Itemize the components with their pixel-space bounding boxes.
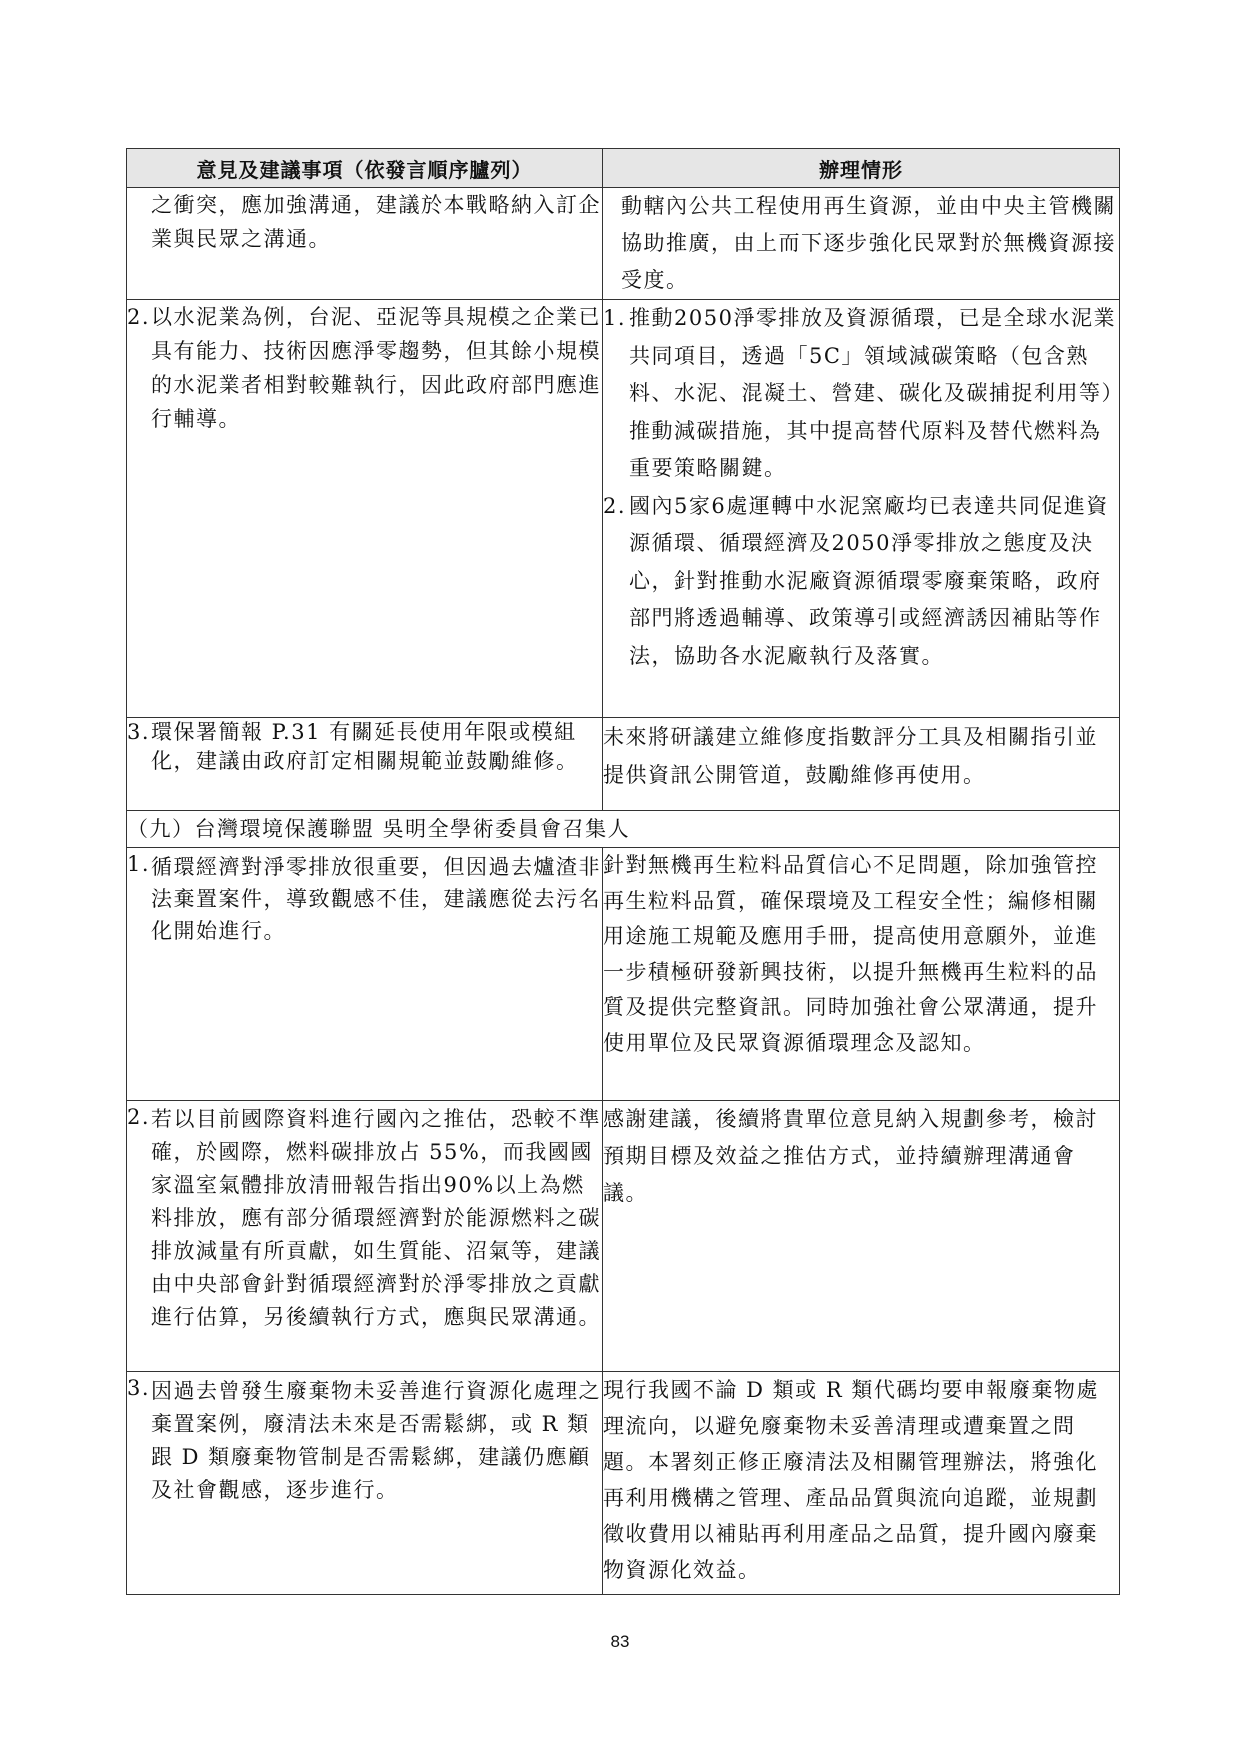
response-text: 推動2050淨零排放及資源循環，已是全球水泥業共同項目，透過「5C」領域減碳策略（包含熟料、水泥、混凝土、營建、碳化及碳捕捉利用等）推動減碳措施，其中提高替代原料及替代燃料為重要策略關鍵。 xyxy=(629,306,1116,480)
opinion-text: 循環經濟對淨零排放很重要，但因過去爐渣非法棄置案件，導致觀感不佳，建議應從去污名化開始進行。 xyxy=(151,855,601,943)
opinion-item xyxy=(127,300,602,436)
response-text: 未來將研議建立維修度指數評分工具及相關指引並提供資訊公開管道，鼓勵維修再使用。 xyxy=(603,725,1098,787)
response-cell xyxy=(603,1101,1120,1372)
response-cell xyxy=(603,718,1120,811)
response-cell xyxy=(603,188,1120,300)
item-number: 2. xyxy=(127,305,151,329)
opinion-text: 以水泥業為例，台泥、亞泥等具規模之企業已具有能力、技術因應淨零趨勢，但其餘小規模的水泥業者相對較難執行，因此政府部門應進行輔導。 xyxy=(151,305,601,431)
response-item xyxy=(603,488,1119,676)
opinion-item xyxy=(127,718,602,776)
header-opinions: 意見及建議事項（依發言順序臚列） xyxy=(127,149,603,188)
response-text: 動轄內公共工程使用再生資源，並由中央主管機關協助推廣，由上而下逐步強化民眾對於無機資源接受度。 xyxy=(621,194,1116,292)
item-number: 2. xyxy=(603,493,627,518)
table-row xyxy=(127,1372,1120,1595)
opinion-cell xyxy=(127,848,603,1101)
opinion-text: 之衝突，應加強溝通，建議於本戰略納入訂企業與民眾之溝通。 xyxy=(151,193,601,251)
response-text: 感謝建議，後續將貴單位意見納入規劃參考，檢討預期目標及效益之推估方式，並持續辦理溝通會議。 xyxy=(603,1107,1098,1205)
table-header-row xyxy=(127,149,1120,188)
response-text: 針對無機再生粒料品質信心不足問題，除加強管控再生粒料品質，確保環境及工程安全性；編修相關用途施工規範及應用手冊，提高使用意願外，並進一步積極研發新興技術，以提升無機再生粒料的品質及提供完整資訊。同時加強社會公眾溝通，提升使用單位及民眾資源循環理念及認知。 xyxy=(603,853,1098,1055)
section-heading-row xyxy=(127,811,1120,848)
item-number: 3. xyxy=(127,1376,151,1400)
item-number: 1. xyxy=(127,852,151,876)
opinion-text: 因過去曾發生廢棄物未妥善進行資源化處理之棄置案例，廢清法未來是否需鬆綁，或 R 類跟 D 類廢棄物管制是否需鬆綁，建議仍應顧及社會觀感，逐步進行。 xyxy=(151,1379,601,1502)
opinion-text: 若以目前國際資料進行國內之推估，恐較不準確，於國際，燃料碳排放占 55%，而我國國家溫室氣體排放清冊報告指出90%以上為燃料排放，應有部分循環經濟對於能源燃料之碳排放減量有所貢獻，如生質能、沼氣等，建議由中央部會針對循環經濟對於淨零排放之貢獻進行估算，另後續執行方式，應與民眾溝通。 xyxy=(151,1107,601,1329)
response-cell xyxy=(603,848,1120,1101)
opinion-item xyxy=(127,1372,602,1507)
opinion-item xyxy=(127,1101,602,1334)
response-text: 國內5家6處運轉中水泥窯廠均已表達共同促進資源循環、循環經濟及2050淨零排放之態度及決心，針對推動水泥廠資源循環零廢棄策略，政府部門將透過輔導、政策導引或經濟誘因補貼等作法，協助各水泥廠執行及落實。 xyxy=(629,493,1109,668)
header-handling-status: 辦理情形 xyxy=(603,149,1120,188)
response-text: 現行我國不論 D 類或 R 類代碼均要申報廢棄物處理流向，以避免廢棄物未妥善清理或遭棄置之問題。本署刻正修正廢清法及相關管理辦法，將強化再利用機構之管理、產品品質與流向追蹤，並規劃徵收費用以補貼再利用產品之品質，提升國內廢棄物資源化效益。 xyxy=(603,1378,1099,1582)
opinion-response-table xyxy=(126,148,1120,1595)
table-row xyxy=(127,1101,1120,1372)
opinion-cell xyxy=(127,188,603,300)
opinion-item xyxy=(127,848,602,947)
table-row xyxy=(127,848,1120,1101)
opinion-cell xyxy=(127,718,603,811)
response-cell xyxy=(603,300,1120,718)
section-heading: （九）台灣環境保護聯盟 吳明全學術委員會召集人 xyxy=(127,811,1120,848)
opinion-cell xyxy=(127,1101,603,1372)
table-row xyxy=(127,300,1120,718)
page-number: 83 xyxy=(610,1632,630,1651)
item-number: 1. xyxy=(603,306,627,330)
opinion-cell xyxy=(127,1372,603,1595)
opinion-text: 環保署簡報 P.31 有關延長使用年限或模組化，建議由政府訂定相關規範並鼓勵維修。 xyxy=(151,720,579,773)
table-row xyxy=(127,718,1120,811)
opinion-cell xyxy=(127,300,603,718)
response-cell xyxy=(603,1372,1120,1595)
item-number: 3. xyxy=(127,720,151,744)
table-row xyxy=(127,188,1120,300)
item-number: 2. xyxy=(127,1105,151,1129)
response-item xyxy=(603,300,1119,488)
